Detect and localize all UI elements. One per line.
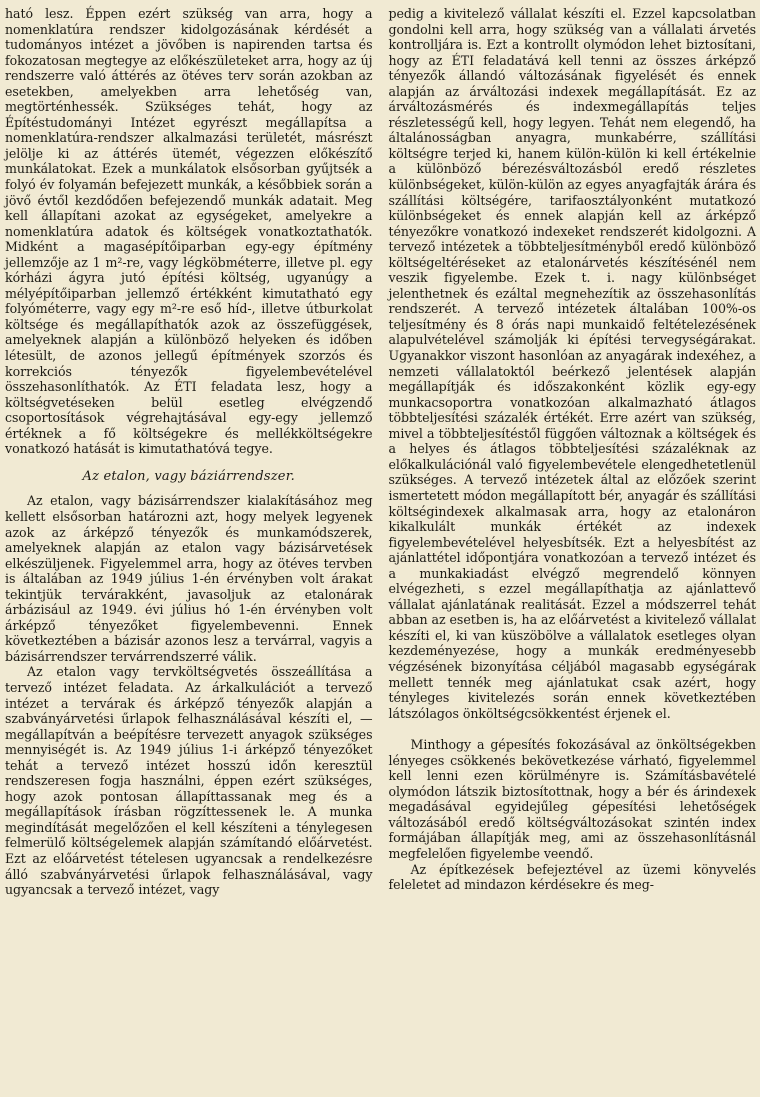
left-column xyxy=(5,6,373,1097)
paragraph: pedig a kivitelező vállalat készíti el. Ezzel kapcsolatban gondolni kell arra, hogy szükség van a vállalati árvetés kontrolljára is. Ezt a kontrollt olymódon lehet biztosítani, hogy az ÉTI feladatává kell tenni az összes árképző tényezők állandó változásának figyelését és ennek alapján az árváltozási indexek megállapítását. Ez az árváltozásmérés és indexmegállapítás teljes részletességű kell, hogy legyen. Tehát nem elegendő, ha általánosságban anyagra, munkabérre, szállítási költségre terjed ki, hanem külön-külön ki kell értékelnie a különböző bérezésváltozásból eredő részletes különbségeket, külön-külön az egyes anyagfajták árára és szállítási költségére, tarifaosztályonként mutatkozó különbségeket és ennek alapján kell az árképző tényezőkre vonatkozó indexeket rendszerét kidolgozni. A tervező intézetek a többteljesítményből eredő különböző költségeltéréseket az etalonárvetés készítésénél nem veszik figyelembe. Ezek t. i. nagy különbséget jelenthetnek és ezáltal megnehezítik az összehasonlítás rendszerét. A tervező intézetek általában 100%-os teljesítmény és 8 órás napi munkaidő feltételezésének alapulvételével számolják ki építési tervegységárakat. Ugyanakkor viszont hasonlóan az anyagárak indexéhez, a nemzeti vállalatoktól beérkező jelentések alapján megállapítják és időszakonként közlik egy-egy munkacsoportra vonatkozóan alkalmazható átlagos többteljesítési százalék értékét. Erre azért van szükség, mivel a többteljesítéstől függően változnak a költségek és a helyes és átlagos többteljesítési százaléknak az előkalkulációnál való figyelembevétele elengedhetetlenül szükséges. A tervező intézetek által az előzőek szerint ismertetett módon megállapított bér, anyagár és szállítási költségindexek alkalmasak arra, hogy az etalonáron kikalkulált munkák értékét az indexek figyelembevételével helyesbítsék. Ezt a helyesbítést az ajánlattétel időpontjára vonatkozóan a tervező intézet és a munkakiadást elvégző megrendelő könnyen elvégezheti, s ezzel megállapíthatja az ajánlattevő vállalat ajánlatának realitását. Ezzel a módszerrel tehát abban az esetben is, ha az előárvetést a kivitelező vállalat készíti el, ki van küszöbölve a vállalatok esetleges olyan kezdeményezése, hogy a munkák eredményesebb végzésének bizonyítása céljából magasabb egységárak mellett tennék meg ajánlatukat csak azért, hogy tényleges kivitelezés során ennek következtében látszólagos önköltségcsökkentést érjenek el. xyxy=(388,6,756,721)
section-heading: Az etalon, vagy báziárrendszer. xyxy=(82,468,296,484)
paragraph: Az etalon vagy tervköltségvetés összeállítása a tervező intézet feladata. Az árkalkulációt a tervező intézet a tervárak és árképző tényezők alapján a szabványárvetési űrlapok felhasználásával készíti el, — megállapítván a beépítésre tervezett anyagok szükséges mennyiségét is. Az 1949 július 1-i árképző tényezőket tehát a tervező intézet hosszú időn keresztül rendszeresen fogja használni, éppen ezért szükséges, hogy azok pontosan állapíttassanak meg és a megállapítások írásban rögzíttessenek le. A munka megindítását megelőzően el kell készíteni a ténylegesen felmerülő költségelemek alapján számítandó előárvetést. Ezt az előárvetést tételesen ugyancsak a rendelkezésre álló szabványárvetési űrlapok felhasználásával, vagy ugyancsak a tervező intézet, vagy xyxy=(5,664,373,898)
paragraph: Minthogy a gépesítés fokozásával az önköltségekben lényeges csökkenés bekövetkezése várható, figyelemmel kell lenni ezen körülményre is. Számításbavételé olymódon látszik biztosítottnak, hogy a bér és árindexek megadásával egyidejűleg gépesítési lehetőségek változásából eredő költségváltozásokat szintén index formájában állapítják meg, ami az összehasonlításnál megfelelően figyelembe veendő. xyxy=(388,737,756,861)
right-column xyxy=(389,6,757,1097)
paragraph: ható lesz. Éppen ezért szükség van arra, hogy a nomenklatúra rendszer kidolgozásának kérdését a tudományos intézet a jövőben is napirenden tartsa és fokozatosan megtegye az előkészületeket arra, hogy az új rendszerre való áttérés az ötéves terv során azokban az esetekben, amelyekben arra lehetőség van, megtörténhessék. Szükséges tehát, hogy az Építéstudományi Intézet egyrészt megállapítsa a nomenklatúra-rendszer alkalmazási területét, másrészt jelölje ki az áttérés ütemét, végezzen előkészítő munkálatokat. Ezek a munkálatok elsősorban gyűjtsék a folyó év folyamán befejezett munkák, a későbbiek során a jövő évtől kezdődően befejezendő munkák adatait. Meg kell állapítani azokat az egységeket, amelyekre a nomenklatúra adatok és költségek vonatkoztathatók. Midként a magasépítőiparban egy-egy építmény jellemzője az 1 m²-re, vagy légköbméterre, illetve pl. egy kórházi ágyra jutó építési költség, ugyanúgy a mélyépítőiparban jellemző értékként kimutatható egy folyóméterre, vagy egy m²-re eső híd-, illetve útburkolat költsége és megállapíthatók azok az összefüggések, amelyeknek alapján a különböző helyeken és időben létesült, de azonos jellegű építmények szorzós és korrekciós tényezők figyelembevételével összehasonlíthatók. Az ÉTI feladata lesz, hogy a költségvetéseken belül esetleg elvégzendő csoportosítások végrehajtásával egy-egy jellemző értéknek a fő költségekre és mellékköltségekre vonatkozó hatását is kimutathatóvá tegye. xyxy=(5,6,373,457)
paragraph: Az etalon, vagy bázisárrendszer kialakításához meg kellett elsősorban határozni azt, hogy melyek legyenek azok az árképző tényezők és munkamódszerek, amelyeknek alapján az etalon vagy bázisárvetések elkészüljenek. Figyelemmel arra, hogy az ötéves tervben is általában az 1949 július 1-én érvényben volt árakat tekintjük tervárakként, javasoljuk az etalonárak árbázisául az 1949. évi július hó 1-én érvényben volt árképző tényezőket figyelembevenni. Ennek következtében a bázisár azonos lesz a tervárral, vagyis a bázisárrendszer tervárrendszerré válik. xyxy=(5,493,373,664)
paragraph-gap xyxy=(389,721,757,737)
paragraph: Az építkezések befejeztével az üzemi könyvelés feleletet ad mindazon kérdésekre és meg- xyxy=(388,861,756,893)
